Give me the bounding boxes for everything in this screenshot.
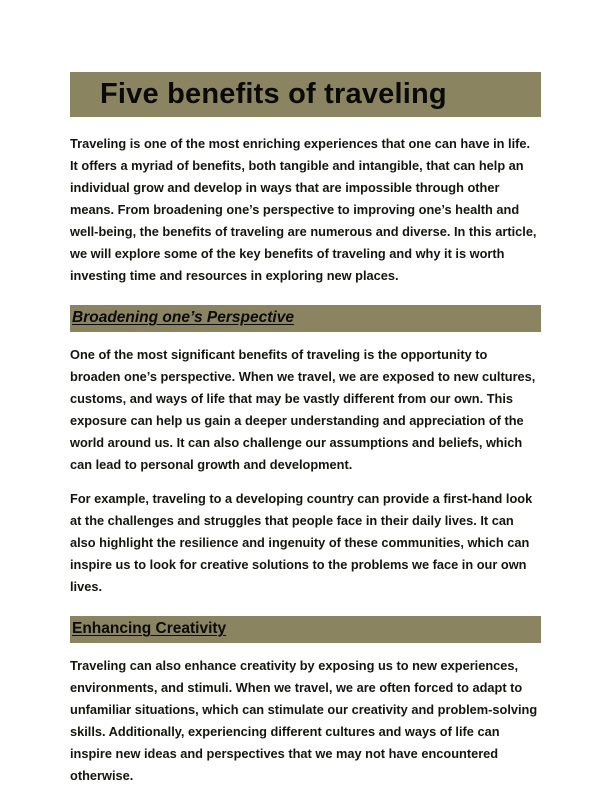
paragraph-creativity-1: Traveling can also enhance creativity by exposing us to new experiences, environments, and stimuli. When we travel, we are often forced to adapt to unfamiliar situations, which can stimulate our creativity and problem-solving skills. Additionally, experiencing different cultures and ways of life can inspire new ideas and perspectives that we may not have encountered otherwise. bbox=[70, 658, 538, 783]
section-heading-creativity: Enhancing Creativity bbox=[72, 620, 227, 637]
title-banner bbox=[70, 72, 541, 117]
document-title: Five benefits of traveling bbox=[100, 78, 447, 110]
paragraph-broadening-2: For example, traveling to a developing country can provide a first-hand look at the challenges and struggles that people face in their daily lives. It can also highlight the resilience and ingenuity of these communities, which can inspire us to look for creative solutions to the problems we face in our own lives. bbox=[70, 491, 533, 594]
section-heading-bar-broadening bbox=[70, 305, 541, 332]
paragraph-intro: Traveling is one of the most enriching experiences that one can have in life. It offers a myriad of benefits, both tangible and intangible, that can help an individual grow and develop in ways that are impossible through other means. From broadening one’s perspective to improving one’s health and well-being, the benefits of traveling are numerous and diverse. In this article, we will explore some of the key benefits of traveling and why it is worth investing time and resources in exploring new places. bbox=[70, 136, 537, 283]
document-content bbox=[70, 72, 541, 799]
paragraph-broadening-1: One of the most significant benefits of traveling is the opportunity to broaden one’s perspective. When we travel, we are exposed to new cultures, customs, and ways of life that may be vastly different from our own. This exposure can help us gain a deeper understanding and appreciation of the world around us. It can also challenge our assumptions and beliefs, which can lead to personal growth and development. bbox=[70, 347, 536, 472]
section-heading-bar-creativity bbox=[70, 616, 541, 643]
section-heading-broadening: Broadening one’s Perspective bbox=[72, 309, 294, 326]
